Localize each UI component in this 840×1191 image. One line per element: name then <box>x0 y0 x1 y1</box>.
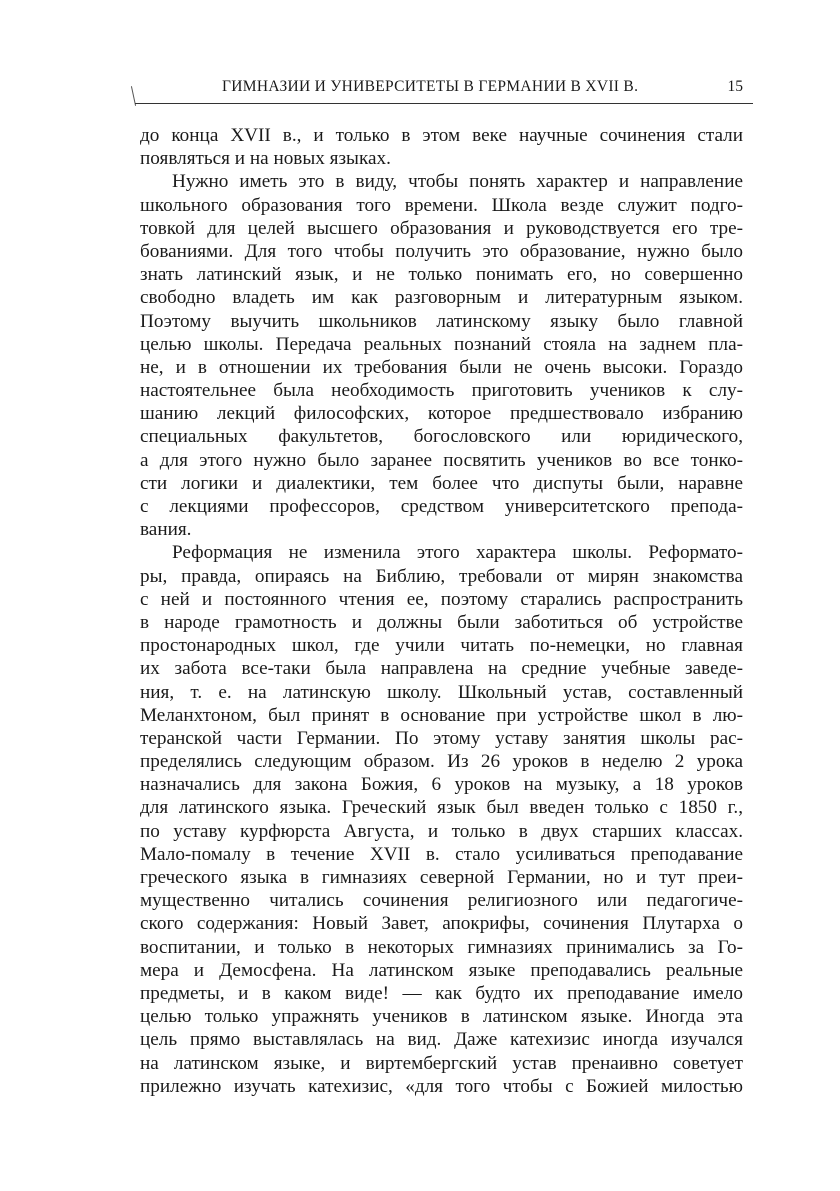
text-line: теранской части Германии. По этому уставу занятия школы рас- <box>140 727 743 749</box>
text-line: Нужно иметь это в виду, чтобы понять характер и направление <box>172 171 743 193</box>
text-line: а для этого нужно было заранее посвятить учеников во все тонко- <box>140 449 743 471</box>
text-line: пределялись следующим образом. Из 26 уроков в неделю 2 урока <box>140 751 743 773</box>
text-line: для латинского языка. Греческий язык был введен только с 1850 г., <box>140 797 743 819</box>
text-line: предметы, и в каком виде! — как будто их преподавание имело <box>140 982 743 1004</box>
text-line: воспитании, и только в некоторых гимназиях принимались за Го- <box>140 936 743 958</box>
text-line: свободно владеть им как разговорным и литературным языком. <box>140 287 743 309</box>
text-line: бованиями. Для того чтобы получить это образование, нужно было <box>140 240 743 262</box>
text-line: греческого языка в гимназиях северной Германии, но и тут преи- <box>140 867 743 888</box>
text-line: ния, т. е. на латинскую школу. Школьный устав, составленный <box>140 681 743 703</box>
text-line: вания. <box>140 519 192 541</box>
running-title: ГИМНАЗИИ И УНИВЕРСИТЕТЫ В ГЕРМАНИИ В XVII В. <box>222 78 639 95</box>
text-line: настоятельнее была необходимость приготовить учеников к слу- <box>140 380 743 402</box>
page-number: 15 <box>727 78 743 95</box>
text-line: целью только упражнять учеников в латинском языке. Иногда эта <box>140 1006 743 1028</box>
text-line: прилежно изучать катехизис, «для того чтобы с Божией милостью <box>140 1075 743 1097</box>
text-line: мера и Демосфена. На латинском языке преподавались реальные <box>140 959 743 981</box>
text-line: появляться и на новых языках. <box>140 148 391 170</box>
text-line: товкой для целей высшего образования и руководствуется его тре- <box>140 217 743 239</box>
text-line: не, и в отношении их требования были не очень высоки. Гораздо <box>140 356 743 378</box>
text-line: целью школы. Передача реальных познаний стояла на заднем пла- <box>140 333 743 355</box>
text-line: по уставу курфюрста Августа, и только в двух старших классах. <box>140 820 743 842</box>
text-line: ры, правда, опираясь на Библию, требовали от мирян знакомства <box>140 565 743 587</box>
text-line: с лекциями профессоров, средством университетского препода- <box>140 496 743 517</box>
text-line: простонародных школ, где учили читать по-немецки, но главная <box>140 635 743 657</box>
text-line: назначались для закона Божия, 6 уроков на музыку, а 18 уроков <box>140 774 743 796</box>
text-line: до конца XVII в., и только в этом веке научные сочинения стали <box>140 125 743 146</box>
text-line: Мало-помалу в течение XVII в. стало усиливаться преподавание <box>140 843 743 865</box>
text-line: с ней и постоянного чтения ее, поэтому старались распространить <box>140 588 743 610</box>
header-rule <box>135 103 753 104</box>
text-line: Поэтому выучить школьников латинскому языку было главной <box>140 310 743 332</box>
text-line: специальных факультетов, богословского или юридического, <box>140 426 743 448</box>
text-line: шанию лекций философских, которое предшествовало избранию <box>140 403 743 425</box>
text-line: школьного образования того времени. Школа везде служит подго- <box>140 194 743 216</box>
text-line: сти логики и диалектики, тем более что диспуты были, наравне <box>140 472 743 494</box>
text-line: Реформация не изменила этого характера школы. Реформато- <box>172 542 743 564</box>
text-line: мущественно читались сочинения религиозного или педагогиче- <box>140 890 743 912</box>
text-line: Меланхтоном, был принят в основание при устройстве школ в лю- <box>140 704 743 726</box>
body-text <box>140 124 743 1098</box>
text-line: их забота все-таки была направлена на средние учебные заведе- <box>140 658 743 680</box>
text-line: на латинском языке, и виртембергский устав пренаивно советует <box>140 1052 743 1074</box>
text-line: знать латинский язык, и не только понимать его, но совершенно <box>140 264 743 286</box>
text-line: в народе грамотность и должны были заботиться об устройстве <box>140 611 743 633</box>
text-line: цель прямо выставлялась на вид. Даже катехизис иногда изучался <box>140 1029 743 1051</box>
running-head <box>140 78 743 102</box>
text-line: ского содержания: Новый Завет, апокрифы, сочинения Плутарха о <box>140 913 743 935</box>
